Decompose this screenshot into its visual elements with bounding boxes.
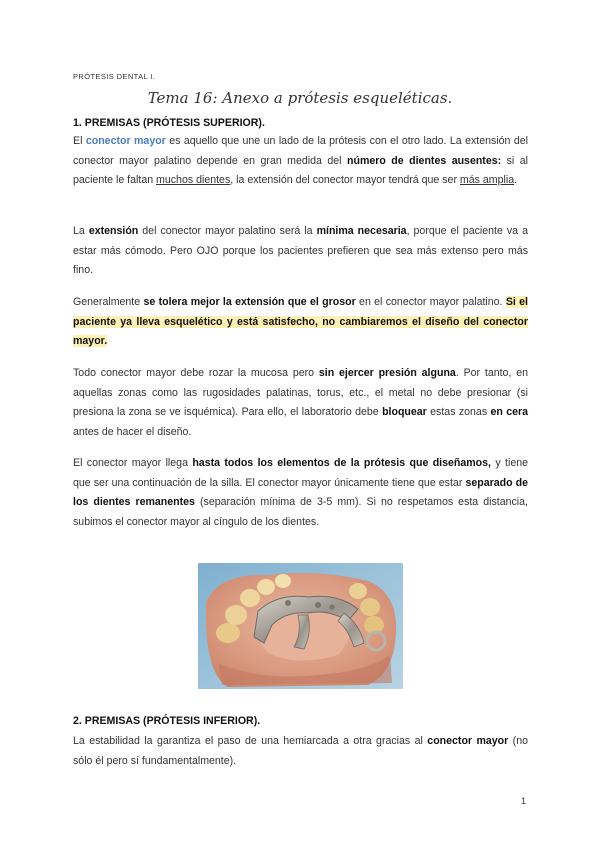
text-run: es aquello que une un lado de la prótesis con el otro lado. La extensión del conector mayor palatino depende en gran medida del xyxy=(73,135,528,167)
text-run: El conector mayor llega xyxy=(73,457,193,469)
running-header: PRÓTESIS DENTAL I. xyxy=(73,72,156,81)
text-run: del conector mayor palatino será la xyxy=(138,225,317,237)
paragraph-4 xyxy=(73,364,528,442)
bold-term: bloquear xyxy=(382,406,427,419)
bold-term: conector mayor xyxy=(427,735,509,747)
text-run: en el conector mayor palatino. xyxy=(355,296,506,308)
text-run: . xyxy=(514,174,518,187)
bold-term: número de dientes ausentes: xyxy=(347,154,502,167)
text-run: antes de hacer el diseño. xyxy=(73,425,192,438)
text-run: (separación mínima de 3-5 mm). Si no respetamos esta distancia, subimos el conector mayor al cíngulo de los dientes. xyxy=(73,496,528,528)
paragraph-2 xyxy=(73,222,528,281)
text-run: , la extensión del conector mayor tendrá que ser xyxy=(230,174,460,187)
key-term: conector mayor xyxy=(85,135,166,147)
highlighted-text: Si el paciente ya lleva esquelético y está satisfecho, no cambiaremos el diseño del conector mayor. xyxy=(73,296,528,348)
bold-term: separado de los dientes remanentes xyxy=(73,476,528,509)
underlined-term: muchos dientes xyxy=(156,174,231,187)
section-heading-1: 1. PREMISAS (PRÓTESIS SUPERIOR). xyxy=(73,117,265,129)
text-run: . Por tanto, en aquellas zonas como las rugosidades palatinas, torus, etc., el metal no debe presionar (si presiona la zona se ve isquémica). Para ello, el laboratorio debe xyxy=(73,367,528,419)
paragraph-1 xyxy=(73,132,528,191)
paragraph-3 xyxy=(73,293,528,352)
text-run: La xyxy=(73,225,89,237)
bold-term: se tolera mejor la extensión que el grosor xyxy=(143,296,356,308)
text-run: si al paciente le faltan xyxy=(73,154,528,187)
bold-term: sin ejercer presión alguna xyxy=(318,367,456,379)
bold-term: en cera xyxy=(490,406,529,419)
text-run: estas zonas xyxy=(426,406,491,419)
bold-term: mínima necesaria xyxy=(316,225,407,237)
text-run: y tiene que ser una continuación de la silla. El conector mayor únicamente tiene que estar xyxy=(73,457,528,489)
bold-term: hasta todos los elementos de la prótesis que diseñamos, xyxy=(192,457,491,469)
paragraph-5 xyxy=(73,454,528,532)
text-run: , porque el paciente va a estar más cómodo. Pero OJO porque los pacientes prefieren que sea más extenso pero más fino. xyxy=(73,225,528,277)
text-run: El xyxy=(73,135,86,147)
denture-model-photo xyxy=(198,563,403,689)
paragraph-6 xyxy=(73,732,528,771)
bold-term: extensión xyxy=(88,225,139,237)
text-run: Generalmente xyxy=(73,296,144,308)
page-number: 1 xyxy=(521,796,527,806)
text-run: (no sólo él pero sí fundamentalmente). xyxy=(73,735,528,767)
text-run: Todo conector mayor debe rozar la mucosa pero xyxy=(73,367,319,379)
document-title: Tema 16: Anexo a prótesis esqueléticas. xyxy=(147,89,453,107)
text-run: La estabilidad la garantiza el paso de una hemiarcada a otra gracias al xyxy=(73,735,428,747)
section-heading-2: 2. PREMISAS (PRÓTESIS INFERIOR). xyxy=(73,715,261,727)
underlined-term: más amplia xyxy=(459,174,515,187)
